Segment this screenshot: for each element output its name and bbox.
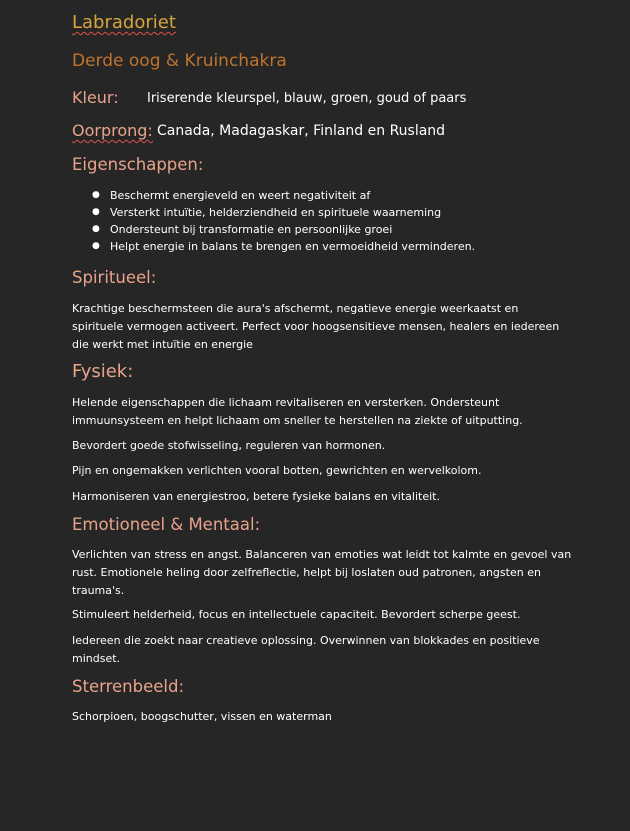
physical-paragraph: Helende eigenschappen die lichaam revitaliseren en versterken. Ondersteunt immuunsysteem en helpt lichaam om sneller te herstellen na ziekte of uitputting. bbox=[72, 396, 523, 427]
physical-paragraph: Bevordert goede stofwisseling, reguleren van hormonen. bbox=[72, 439, 386, 452]
physical-paragraph: Harmoniseren van energiestroo, betere fysieke balans en vitaliteit. bbox=[72, 490, 440, 503]
list-item bbox=[92, 187, 475, 204]
origin-label: Oorprong: bbox=[72, 121, 153, 140]
physical-heading: Fysiek: bbox=[72, 361, 134, 382]
zodiac-paragraph: Schorpioen, boogschutter, vissen en waterman bbox=[72, 710, 332, 723]
bullet-dot-icon: ● bbox=[92, 224, 100, 234]
spiritual-heading: Spiritueel: bbox=[72, 268, 157, 287]
list-item bbox=[92, 204, 475, 221]
properties-list bbox=[92, 187, 475, 255]
properties-item-text: Beschermt energieveld en weert negativiteit af bbox=[110, 189, 371, 202]
properties-item-text: Ondersteunt bij transformatie en persoonlijke groei bbox=[110, 223, 393, 236]
emotional-paragraph: Iedereen die zoekt naar creatieve oplossing. Overwinnen van blokkades en positieve mindset. bbox=[72, 634, 540, 665]
properties-item-text: Helpt energie in balans te brengen en vermoeidheid verminderen. bbox=[110, 240, 476, 253]
zodiac-heading: Sterrenbeeld: bbox=[72, 677, 185, 696]
emotional-paragraph: Verlichten van stress en angst. Balanceren van emoties wat leidt tot kalmte en gevoel van rust. Emotionele heling door zelfreflectie, helpt bij loslaten oud patronen, angsten en trauma's. bbox=[72, 548, 572, 597]
properties-heading: Eigenschappen: bbox=[72, 155, 204, 174]
bullet-dot-icon: ● bbox=[92, 241, 100, 251]
origin-value: Canada, Madagaskar, Finland en Rusland bbox=[157, 123, 446, 139]
color-value: Iriserende kleurspel, blauw, groen, goud of paars bbox=[147, 91, 467, 106]
emotional-heading: Emotioneel & Mentaal: bbox=[72, 515, 261, 534]
bullet-dot-icon: ● bbox=[92, 207, 100, 217]
properties-item-text: Versterkt intuïtie, helderziendheid en spirituele waarneming bbox=[110, 206, 442, 219]
list-item bbox=[92, 238, 475, 255]
physical-paragraph: Pijn en ongemakken verlichten vooral botten, gewrichten en wervelkolom. bbox=[72, 464, 482, 477]
emotional-paragraph: Stimuleert helderheid, focus en intellectuele capaciteit. Bevordert scherpe geest. bbox=[72, 608, 521, 621]
bullet-dot-icon: ● bbox=[92, 190, 100, 200]
list-item bbox=[92, 221, 475, 238]
document-title: Labradoriet bbox=[72, 12, 176, 33]
spiritual-paragraph: Krachtige beschermsteen die aura's afschermt, negatieve energie weerkaatst en spirituele vermogen activeert. Perfect voor hoogsensitieve mensen, healers en iedereen die werkt met intuïtie en energie bbox=[72, 302, 560, 351]
color-label: Kleur: bbox=[72, 88, 119, 107]
document-subtitle: Derde oog & Kruinchakra bbox=[72, 51, 287, 71]
